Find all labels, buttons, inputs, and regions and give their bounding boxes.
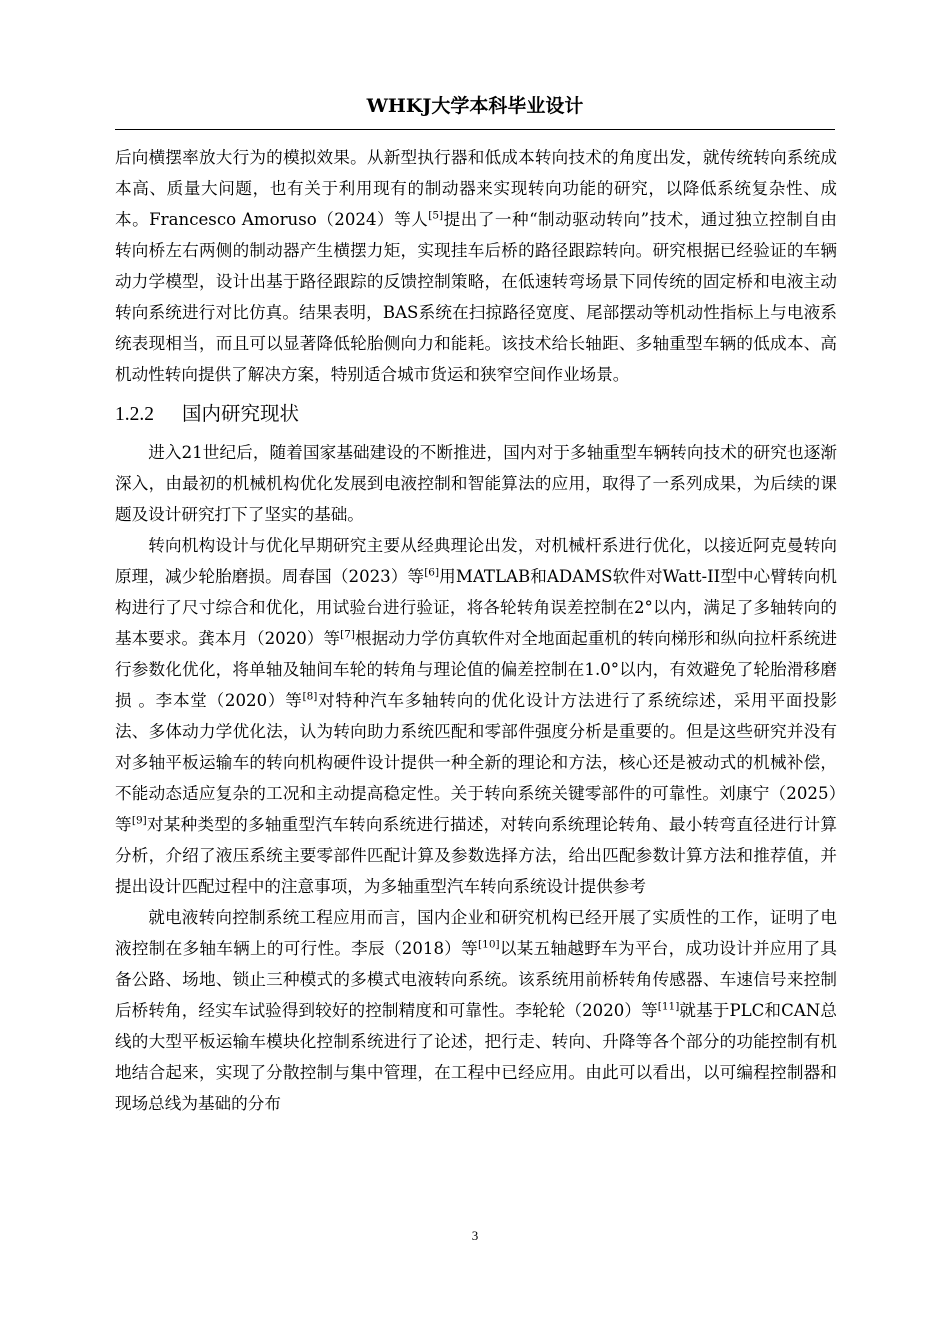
section-number: 1.2.2 [115, 404, 154, 425]
paragraph-4 [115, 902, 837, 1119]
running-header: WHKJ大学本科毕业设计 [366, 95, 584, 117]
body-text [115, 142, 837, 1119]
paragraph-1 [115, 142, 837, 390]
text-run: 以某五轴越野车为平台，成功设计并应用了具备公路、场地、锁止三种模式的多模式电液转向系统。该系统用前桥转角传感器、车速信号来控制后桥转角，经实车试验得到较好的控制精度和可靠性。李轮轮（2020）等 [115, 939, 838, 1020]
citation-9: [9] [131, 814, 147, 827]
text-run: 对特种汽车多轴转向的优化设计方法进行了系统综述，采用平面投影法、多体动力学优化法，认为转向助力系统匹配和零部件强度分析是重要的。但是这些研究并没有对多轴平板运输车的转向机构硬件设计提供一种全新的理论和方法，核心还是被动式的机械补偿，不能动态适应复杂的工况和主动提高稳定性。关于转向系统关键零部件的可靠性。刘康宁（2025）等 [115, 691, 838, 834]
citation-11: [11] [657, 1000, 680, 1013]
section-heading [115, 396, 837, 433]
header-rule [115, 129, 835, 130]
page-number: 3 [471, 1228, 479, 1243]
citation-5: [5] [428, 209, 444, 222]
citation-7: [7] [340, 628, 355, 641]
text-run: 提出了一种“制动驱动转向”技术，通过独立控制自由转向桥左右两侧的制动器产生横摆力矩，实现挂车后桥的路径跟踪转向。研究根据已经验证的车辆动力学模型，设计出基于路径跟踪的反馈控制策略，在低速转弯场景下同传统的固定桥和电液主动转向系统进行对比仿真。结果表明，BAS系统在扫掠路径宽度、尾部摆动等机动性指标上与电液系统表现相当，而且可以显著降低轮胎侧向力和能耗。该技术给长轴距、多轴重型车辆的低成本、高机动性转向提供了解决方案，特别适合城市货运和狭窄空间作业场景。 [115, 210, 838, 384]
text-run: 转向机构设计与优化早期研究主要从经典理论出发，对机械杆系进行优化，以接近阿克曼转向原理，减少轮胎磨损。周春国（2023）等 [115, 536, 837, 586]
section-title: 国内研究现状 [182, 402, 300, 425]
text-run: 用MATLAB和ADAMS软件对Watt-II型中心臂转向机构进行了尺寸综合和优化，用试验台进行验证，将各轮转角误差控制在2°以内，满足了多轴转向的基本要求。龚本月（2020）等 [115, 567, 837, 648]
text-run: 就电液转向控制系统工程应用而言，国内企业和研究机构已经开展了实质性的工作，证明了电液控制在多轴车辆上的可行性。李辰（2018）等 [115, 908, 837, 958]
paragraph-3 [115, 530, 837, 902]
citation-6: [6] [424, 566, 440, 579]
text-run: 后向横摆率放大行为的模拟效果。从新型执行器和低成本转向技术的角度出发，就传统转向系统成本高、质量大问题，也有关于利用现有的制动器来实现转向功能的研究，以降低系统复杂性、成本。Francesco Amoruso（2024）等人 [115, 148, 837, 229]
text-run: 对某种类型的多轴重型汽车转向系统进行描述，对转向系统理论转角、最小转弯直径进行计算分析，介绍了液压系统主要零部件匹配计算及参数选择方法，给出匹配参数计算方法和推荐值，并提出设计匹配过程中的注意事项，为多轴重型汽车转向系统设计提供参考 [115, 815, 838, 896]
paragraph-2 [115, 437, 837, 530]
text-run: 根据动力学仿真软件对全地面起重机的转向梯形和纵向拉杆系统进行参数化优化，将单轴及轴间车轮的转角与理论值的偏差控制在1.0°以内，有效避免了轮胎滑移磨损 。李本堂（2020）等 [115, 629, 838, 710]
citation-10: [10] [478, 938, 500, 951]
text-run: 就基于PLC和CAN总线的大型平板运输车模块化控制系统进行了论述，把行走、转向、升降等各个部分的功能控制有机地结合起来，实现了分散控制与集中管理，在工程中已经应用。由此可以看出，以可编程控制器和现场总线为基础的分布 [115, 1001, 837, 1113]
citation-8: [8] [302, 690, 318, 703]
text-run: 进入21世纪后，随着国家基础建设的不断推进，国内对于多轴重型车辆转向技术的研究也逐渐深入，由最初的机械机构优化发展到电液控制和智能算法的应用，取得了一系列成果，为后续的课题及设计研究打下了坚实的基础。 [115, 443, 837, 524]
